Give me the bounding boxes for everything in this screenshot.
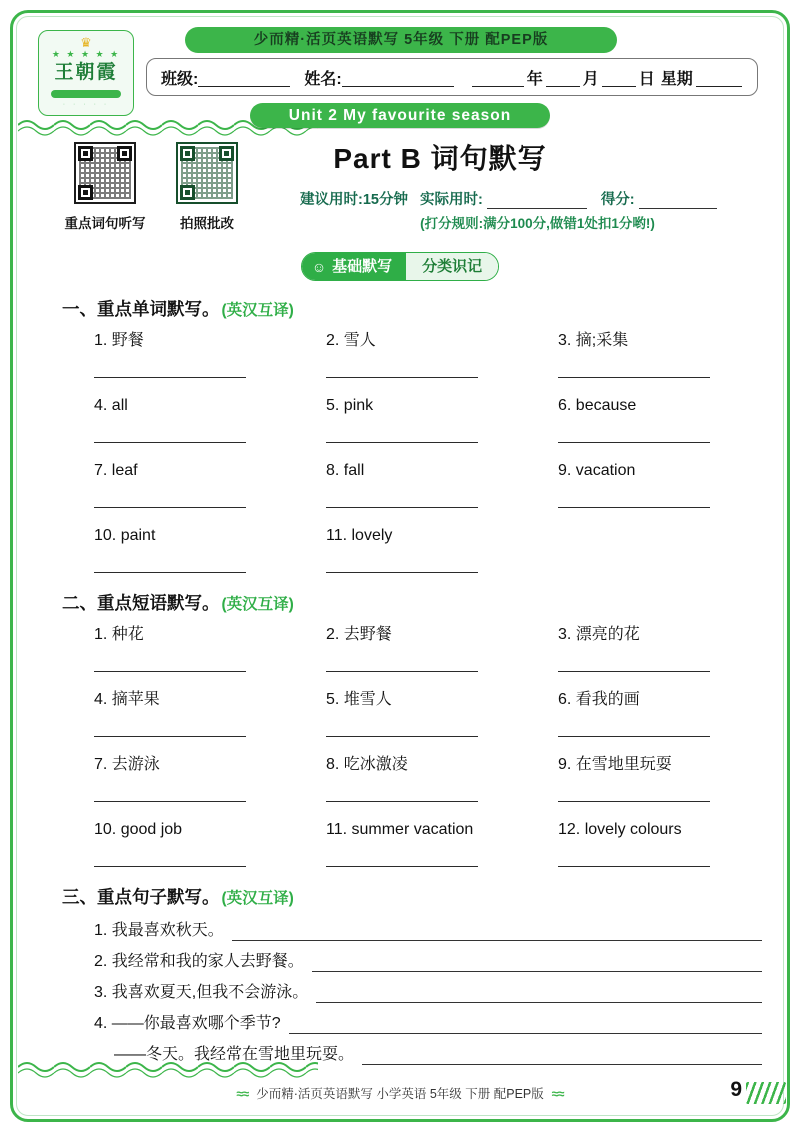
section-words-heading xyxy=(62,296,762,321)
badge-pill xyxy=(301,252,499,281)
answer-blank xyxy=(326,866,478,867)
phrase-label: 6. 看我的画 xyxy=(558,691,640,708)
logo-dots: · · · · · xyxy=(62,101,110,108)
unit-title-banner: Unit 2 My favourite season xyxy=(250,103,550,128)
word-item xyxy=(94,331,326,378)
sentence-item xyxy=(62,950,762,972)
section-heading-note: (英汉互译) xyxy=(221,890,294,907)
phrase-label: 5. 堆雪人 xyxy=(326,691,392,708)
score-blank xyxy=(639,194,717,209)
month-blank xyxy=(546,67,580,87)
phrase-item xyxy=(94,755,326,802)
word-label: 1. 野餐 xyxy=(94,332,144,349)
answer-blank xyxy=(558,866,710,867)
score-label: 得分: xyxy=(600,192,635,208)
actual-time-blank xyxy=(487,194,587,209)
section-heading-note: (英汉互译) xyxy=(221,596,294,613)
phrase-label: 7. 去游泳 xyxy=(94,756,160,773)
word-item xyxy=(326,461,558,508)
sentence-label: 1. 我最喜欢秋天。 xyxy=(94,922,224,939)
student-info-form xyxy=(146,58,758,96)
page-title: Part B 词句默写 xyxy=(333,143,547,174)
answer-blank xyxy=(558,377,710,378)
phrase-item xyxy=(558,755,758,802)
badge-category-label: 分类识记 xyxy=(406,253,498,280)
day-blank xyxy=(602,67,636,87)
sentence-item xyxy=(62,1012,762,1034)
word-label: 6. because xyxy=(558,397,637,414)
answer-blank xyxy=(326,377,478,378)
class-blank xyxy=(198,67,290,87)
word-item xyxy=(94,396,326,443)
qr-finder-icon xyxy=(117,146,132,161)
phrase-label: 3. 漂亮的花 xyxy=(558,626,640,643)
name-label: 姓名: xyxy=(304,70,342,88)
section-sentences-heading xyxy=(62,884,762,909)
photo-check-qr-code xyxy=(176,142,238,204)
publisher-name: 王朝霞 xyxy=(54,62,118,83)
answer-blank xyxy=(94,377,246,378)
section-phrases-heading xyxy=(62,590,762,615)
week-label: 星期 xyxy=(660,70,693,88)
qr-finder-icon xyxy=(180,146,195,161)
phrase-item xyxy=(326,690,558,737)
mascot-icon: ☺ xyxy=(311,258,327,275)
phrase-item xyxy=(326,625,558,672)
phrase-label: 8. 吃冰激凌 xyxy=(326,756,408,773)
sentence-item xyxy=(62,919,762,941)
actual-time-label: 实际用时: xyxy=(419,192,483,208)
sentence-label: 4. ——你最喜欢哪个季节? xyxy=(94,1015,281,1032)
crown-icon: ♛ xyxy=(80,35,92,50)
phrase-item xyxy=(558,625,758,672)
publisher-logo xyxy=(38,30,134,116)
answer-blank xyxy=(558,671,710,672)
word-label: 4. all xyxy=(94,397,128,414)
series-title-banner: 少而精·活页英语默写 5年级 下册 配PEP版 xyxy=(185,27,617,53)
class-label: 班级: xyxy=(161,70,199,88)
answer-line xyxy=(362,1047,762,1065)
answer-blank xyxy=(558,736,710,737)
word-item xyxy=(558,461,758,508)
phrases-grid xyxy=(62,625,762,885)
word-label: 5. pink xyxy=(326,397,374,414)
answer-blank xyxy=(326,801,478,802)
answer-blank xyxy=(94,866,246,867)
qr-photo-check-block xyxy=(164,142,250,232)
sentence-item xyxy=(62,1043,762,1065)
section-sentences xyxy=(62,884,762,1065)
word-item xyxy=(326,526,558,573)
month-label: 月 xyxy=(582,70,599,88)
qr-finder-icon xyxy=(78,185,93,200)
phrase-label: 4. 摘苹果 xyxy=(94,691,160,708)
qr-finder-icon xyxy=(78,146,93,161)
empty-cell xyxy=(558,526,758,573)
section-phrases xyxy=(62,590,762,885)
answer-blank xyxy=(94,671,246,672)
answer-blank xyxy=(94,801,246,802)
qr-dictation-block xyxy=(62,142,148,232)
badge-basic xyxy=(302,253,406,280)
page-number: 9 xyxy=(730,1078,742,1101)
answer-line xyxy=(316,985,762,1003)
week-blank xyxy=(696,67,742,87)
answer-blank xyxy=(558,507,710,508)
word-item xyxy=(326,331,558,378)
section-heading-text: 二、重点短语默写。 xyxy=(62,593,220,613)
phrase-item xyxy=(558,820,758,867)
word-label: 11. lovely xyxy=(326,527,393,544)
word-label: 8. fall xyxy=(326,462,365,479)
sentence-label: 3. 我喜欢夏天,但我不会游泳。 xyxy=(94,984,309,1001)
qr-finder-icon xyxy=(180,185,195,200)
corner-stripes-decoration xyxy=(746,1082,786,1104)
phrase-item xyxy=(94,625,326,672)
footer-text: 少而精·活页英语默写 小学英语 5年级 下册 配PEP版 xyxy=(256,1087,544,1101)
answer-line xyxy=(312,954,762,972)
scoring-rule: (打分规则:满分100分,做错1处扣1分哟!) xyxy=(420,216,655,231)
phrase-label: 12. lovely colours xyxy=(558,821,682,838)
wave-icon: ≈≈ xyxy=(551,1087,564,1101)
dictation-qr-code xyxy=(74,142,136,204)
stars-icon: ★ ★ ★ ★ ★ xyxy=(51,49,121,59)
wave-icon: ≈≈ xyxy=(236,1087,249,1101)
phrase-item xyxy=(326,820,558,867)
year-blank xyxy=(472,67,524,87)
answer-line xyxy=(289,1016,762,1034)
answer-blank xyxy=(326,507,478,508)
section-words xyxy=(62,296,762,591)
word-label: 7. leaf xyxy=(94,462,138,479)
badge-basic-label: 基础默写 xyxy=(332,257,393,275)
word-label: 3. 摘;采集 xyxy=(558,332,629,349)
answer-blank xyxy=(326,442,478,443)
sentence-label: 2. 我经常和我的家人去野餐。 xyxy=(94,953,304,970)
answer-blank xyxy=(94,736,246,737)
answer-line xyxy=(232,923,762,941)
day-label: 日 xyxy=(638,70,655,88)
word-label: 10. paint xyxy=(94,527,156,544)
answer-blank xyxy=(558,801,710,802)
answer-blank xyxy=(94,442,246,443)
answer-blank xyxy=(326,736,478,737)
answer-blank xyxy=(94,507,246,508)
qr-finder-icon xyxy=(219,146,234,161)
word-item xyxy=(558,331,758,378)
word-item xyxy=(558,396,758,443)
answer-blank xyxy=(326,572,478,573)
sentence-label: ——冬天。我经常在雪地里玩耍。 xyxy=(114,1046,355,1063)
answer-blank xyxy=(558,442,710,443)
sentence-item xyxy=(62,981,762,1003)
phrase-label: 2. 去野餐 xyxy=(326,626,392,643)
words-grid xyxy=(62,331,762,591)
qr-photo-check-label: 拍照批改 xyxy=(180,216,234,231)
word-item xyxy=(326,396,558,443)
phrase-item xyxy=(94,820,326,867)
phrase-label: 11. summer vacation xyxy=(326,821,474,838)
answer-blank xyxy=(94,572,246,573)
phrase-label: 1. 种花 xyxy=(94,626,144,643)
answer-blank xyxy=(326,671,478,672)
word-item xyxy=(94,526,326,573)
name-blank xyxy=(342,67,454,87)
section-badge xyxy=(0,252,800,281)
section-heading-note: (英汉互译) xyxy=(221,302,294,319)
phrase-item xyxy=(326,755,558,802)
phrase-item xyxy=(94,690,326,737)
timing-row xyxy=(300,188,775,209)
phrase-item xyxy=(558,690,758,737)
phrase-label: 9. 在雪地里玩耍 xyxy=(558,756,672,773)
word-label: 2. 雪人 xyxy=(326,332,376,349)
word-label: 9. vacation xyxy=(558,462,636,479)
section-heading-text: 三、重点句子默写。 xyxy=(62,887,220,907)
year-label: 年 xyxy=(526,70,543,88)
logo-ribbon xyxy=(51,90,121,98)
footer xyxy=(0,1084,800,1102)
phrase-label: 10. good job xyxy=(94,821,183,838)
section-heading-text: 一、重点单词默写。 xyxy=(62,299,220,319)
suggested-time-label: 建议用时:15分钟 xyxy=(300,192,408,208)
word-item xyxy=(94,461,326,508)
qr-dictation-label: 重点词句听写 xyxy=(64,216,146,231)
